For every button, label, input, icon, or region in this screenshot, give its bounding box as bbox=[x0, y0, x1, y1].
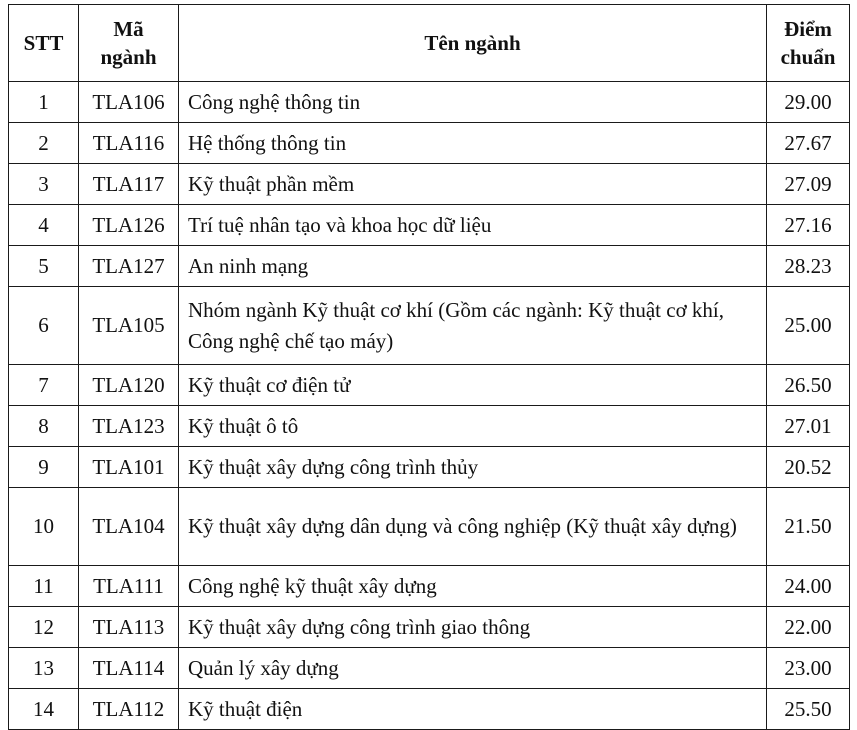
row-code: TLA127 bbox=[79, 246, 179, 287]
row-name: An ninh mạng bbox=[179, 246, 767, 287]
row-name: Kỹ thuật phần mềm bbox=[179, 164, 767, 205]
row-stt: 2 bbox=[9, 123, 79, 164]
row-code: TLA101 bbox=[79, 447, 179, 488]
row-stt: 9 bbox=[9, 447, 79, 488]
admission-score-sheet bbox=[8, 4, 849, 730]
row-name: Công nghệ thông tin bbox=[179, 82, 767, 123]
row-stt: 12 bbox=[9, 607, 79, 648]
row-score: 25.50 bbox=[767, 689, 850, 730]
row-score: 27.01 bbox=[767, 406, 850, 447]
table-row bbox=[9, 246, 850, 287]
admission-score-table bbox=[8, 4, 850, 730]
row-code: TLA113 bbox=[79, 607, 179, 648]
table-row bbox=[9, 607, 850, 648]
row-name: Kỹ thuật xây dựng dân dụng và công nghiệp (Kỹ thuật xây dựng) bbox=[179, 488, 767, 566]
header-code-line1: Mã bbox=[113, 16, 144, 41]
row-code: TLA123 bbox=[79, 406, 179, 447]
row-name: Kỹ thuật ô tô bbox=[179, 406, 767, 447]
row-code: TLA114 bbox=[79, 648, 179, 689]
row-stt: 3 bbox=[9, 164, 79, 205]
row-stt: 4 bbox=[9, 205, 79, 246]
row-name: Nhóm ngành Kỹ thuật cơ khí (Gồm các ngành: Kỹ thuật cơ khí, Công nghệ chế tạo máy) bbox=[179, 287, 767, 365]
table-row bbox=[9, 406, 850, 447]
row-name: Công nghệ kỹ thuật xây dựng bbox=[179, 566, 767, 607]
table-row bbox=[9, 365, 850, 406]
table-row bbox=[9, 287, 850, 365]
row-code: TLA105 bbox=[79, 287, 179, 365]
header-score-line1: Điểm bbox=[784, 16, 832, 41]
row-score: 27.67 bbox=[767, 123, 850, 164]
row-name: Kỹ thuật điện bbox=[179, 689, 767, 730]
row-score: 26.50 bbox=[767, 365, 850, 406]
header-row bbox=[9, 5, 850, 82]
header-code-line2: ngành bbox=[100, 45, 157, 69]
row-stt: 1 bbox=[9, 82, 79, 123]
row-code: TLA116 bbox=[79, 123, 179, 164]
row-score: 25.00 bbox=[767, 287, 850, 365]
header-stt: STT bbox=[9, 5, 79, 82]
row-name: Hệ thống thông tin bbox=[179, 123, 767, 164]
row-score: 20.52 bbox=[767, 447, 850, 488]
row-score: 27.16 bbox=[767, 205, 850, 246]
row-code: TLA112 bbox=[79, 689, 179, 730]
row-name: Trí tuệ nhân tạo và khoa học dữ liệu bbox=[179, 205, 767, 246]
header-code bbox=[79, 5, 179, 82]
row-code: TLA104 bbox=[79, 488, 179, 566]
header-score-line2: chuẩn bbox=[780, 45, 836, 69]
header-name: Tên ngành bbox=[179, 5, 767, 82]
table-row bbox=[9, 447, 850, 488]
row-score: 29.00 bbox=[767, 82, 850, 123]
table-row bbox=[9, 164, 850, 205]
table-row bbox=[9, 648, 850, 689]
row-score: 22.00 bbox=[767, 607, 850, 648]
table-header bbox=[9, 5, 850, 82]
row-score: 24.00 bbox=[767, 566, 850, 607]
header-score bbox=[767, 5, 850, 82]
row-code: TLA126 bbox=[79, 205, 179, 246]
row-name: Kỹ thuật xây dựng công trình thủy bbox=[179, 447, 767, 488]
row-code: TLA117 bbox=[79, 164, 179, 205]
row-stt: 8 bbox=[9, 406, 79, 447]
row-name: Kỹ thuật cơ điện tử bbox=[179, 365, 767, 406]
row-code: TLA120 bbox=[79, 365, 179, 406]
row-stt: 7 bbox=[9, 365, 79, 406]
row-name: Quản lý xây dựng bbox=[179, 648, 767, 689]
row-score: 28.23 bbox=[767, 246, 850, 287]
row-stt: 14 bbox=[9, 689, 79, 730]
row-code: TLA111 bbox=[79, 566, 179, 607]
row-score: 27.09 bbox=[767, 164, 850, 205]
row-stt: 13 bbox=[9, 648, 79, 689]
row-stt: 5 bbox=[9, 246, 79, 287]
row-score: 23.00 bbox=[767, 648, 850, 689]
row-code: TLA106 bbox=[79, 82, 179, 123]
table-row bbox=[9, 689, 850, 730]
table-row bbox=[9, 82, 850, 123]
table-row bbox=[9, 123, 850, 164]
table-row bbox=[9, 566, 850, 607]
table-body bbox=[9, 82, 850, 730]
row-stt: 6 bbox=[9, 287, 79, 365]
table-row bbox=[9, 205, 850, 246]
row-score: 21.50 bbox=[767, 488, 850, 566]
row-name: Kỹ thuật xây dựng công trình giao thông bbox=[179, 607, 767, 648]
row-stt: 10 bbox=[9, 488, 79, 566]
table-row bbox=[9, 488, 850, 566]
row-stt: 11 bbox=[9, 566, 79, 607]
